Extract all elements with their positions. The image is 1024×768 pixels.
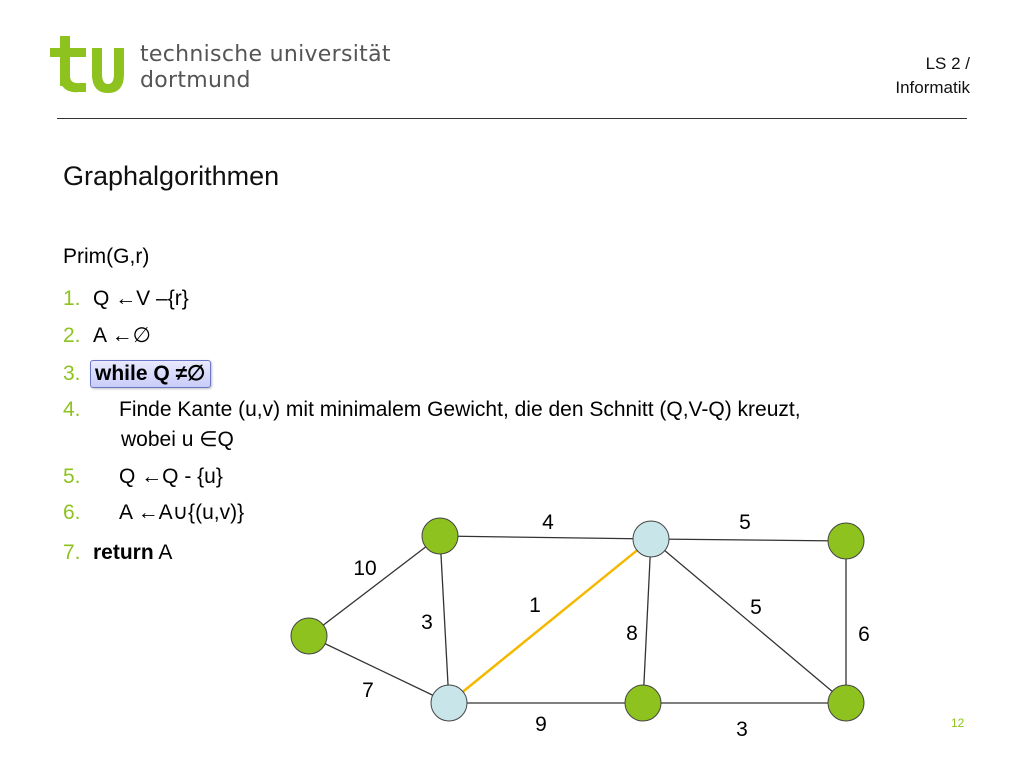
page-number: 12 (951, 716, 965, 730)
weight-label: 9 (535, 713, 547, 736)
university-name-line2: dortmund (140, 68, 251, 93)
chair-label-line1: LS 2 / (925, 54, 970, 73)
weight-label: 3 (736, 718, 748, 741)
line-number: 2. (63, 324, 81, 347)
edge-top-left-top-mid (440, 536, 651, 539)
weight-label: 10 (353, 557, 377, 580)
edge-top-mid-bottom-right (651, 539, 846, 703)
highlighted-statement: while Q ≠∅ (90, 360, 211, 388)
weight-label: 4 (542, 511, 554, 534)
node-left (291, 618, 327, 654)
node-top-mid (633, 521, 669, 557)
edge-top-mid-bottom-mid (643, 539, 651, 703)
line-statement: Finde Kante (u,v) mit minimalem Gewicht, die den Schnitt (Q,V-Q) kreuzt, (119, 398, 801, 421)
edge-top-mid-top-right (651, 539, 846, 541)
line-statement: Q ←V –{r} (93, 287, 189, 310)
weight-label: 8 (626, 622, 638, 645)
algorithm-signature: Prim(G,r) (63, 245, 150, 268)
weight-label: 5 (750, 596, 762, 619)
weight-label: 7 (362, 679, 374, 702)
edge-left-bottom-left (309, 636, 449, 703)
line-number: 6. (63, 501, 81, 524)
line-number: 5. (63, 465, 81, 488)
line-statement: Q ←Q - {u} (119, 465, 223, 488)
chair-label-line2: Informatik (895, 78, 970, 97)
node-bottom-mid (625, 685, 661, 721)
line-statement: A ←∅ (93, 324, 151, 347)
line-number: 3. (63, 362, 81, 385)
weight-label: 1 (529, 594, 541, 617)
algorithm-line-4-continuation: wobei u ∈Q (121, 428, 234, 451)
mst-highlighted-edge (449, 539, 651, 703)
node-bottom-left (431, 685, 467, 721)
node-bottom-right (828, 685, 864, 721)
weight-label: 3 (421, 611, 433, 634)
return-keyword: return (93, 541, 154, 564)
node-top-right (828, 523, 864, 559)
weight-label: 5 (739, 511, 751, 534)
line-statement: A (153, 541, 173, 564)
line-statement: A ←A∪{(u,v)} (119, 501, 245, 524)
university-name-line1: technische universität (140, 42, 391, 67)
weight-label: 6 (858, 623, 870, 646)
edge-top-left-bottom-left (440, 536, 449, 703)
node-top-left (422, 518, 458, 554)
line-number: 7. (63, 541, 81, 564)
slide-title: Graphalgorithmen (63, 161, 280, 191)
line-number: 4. (63, 398, 81, 421)
line-number: 1. (63, 287, 81, 310)
